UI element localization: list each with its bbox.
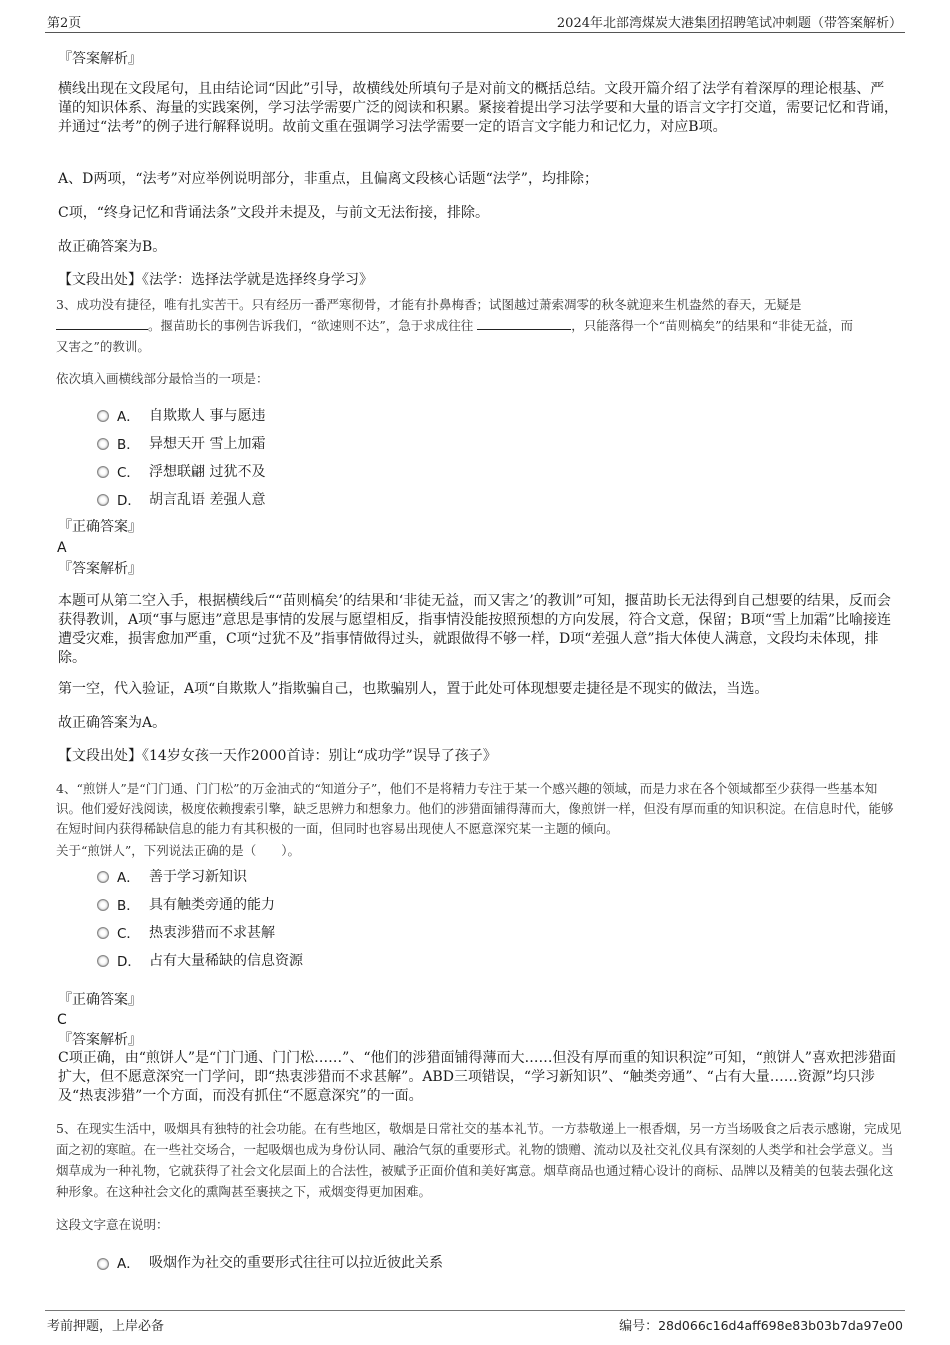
option-letter: B．	[117, 898, 140, 914]
option-letter: A．	[117, 409, 140, 425]
option-text: 占有大量稀缺的信息资源	[149, 953, 303, 969]
footer-note: 考前押题，上岸必备	[47, 1319, 165, 1334]
radio-icon[interactable]	[97, 410, 109, 422]
option-text: 善于学习新知识	[149, 869, 247, 885]
option-letter: C．	[117, 926, 140, 942]
radio-icon[interactable]	[97, 438, 109, 450]
option-letter: C．	[117, 465, 140, 481]
document-title: 2024年北部湾煤炭大港集团招聘笔试冲刺题（带答案解析）	[556, 16, 902, 31]
option-letter: D．	[117, 493, 141, 509]
radio-icon[interactable]	[97, 1258, 109, 1270]
radio-icon[interactable]	[97, 899, 109, 911]
q4-stem: 4、“煎饼人”是“门门通、门门松”的万金油式的“知道分子”，他们不是将精力专注于某一个感兴趣的领域，而是力求在各个领域都至少获得一些基本知识。他们爱好浅阅读，极度依赖搜索引擎，缺乏思辨力和想象力。他们的涉猎面铺得薄而大，像煎饼一样，但没有厚而重的知识积淀。在信息时代，能够在短时间内获得稀缺信息的能力有其积极的一面，但同时也容易出现使人不愿意深究某一主题的倾向。	[56, 781, 894, 836]
page-number: 第2页	[47, 16, 82, 31]
q3-analysis-paragraph-2: 第一空，代入验证，A项“自欺欺人”指欺骗自己，也欺骗别人，置于此处可体现想要走捷径是不现实的做法，当选。	[58, 681, 769, 697]
option-text: 热衷涉猎而不求甚解	[149, 925, 275, 941]
header-divider	[45, 32, 905, 33]
q4-prompt: 关于“煎饼人”，下列说法正确的是（ ）。	[56, 843, 301, 858]
q4-correct-label: 『正确答案』	[58, 992, 142, 1008]
q3-correct-answer: A	[57, 540, 67, 556]
q3-conclusion: 故正确答案为A。	[58, 715, 167, 731]
q3-prompt: 依次填入画横线部分最恰当的一项是：	[56, 371, 269, 386]
radio-icon[interactable]	[97, 871, 109, 883]
option-text: 胡言乱语 差强人意	[149, 492, 266, 508]
document-code-label: 编号：	[619, 1319, 659, 1334]
q3-analysis-label: 『答案解析』	[58, 561, 142, 577]
option-text: 异想天开 雪上加霜	[149, 436, 266, 452]
option-letter: B．	[117, 437, 140, 453]
q3-analysis-paragraph-1: 本题可从第二空入手，根据横线后““苗则槁矣’的结果和‘非徒无益，而又害之’的教训”可知，揠苗助长无法得到自己想要的结果，反而会获得教训，A项“事与愿违”意思是事情的发展与愿望相反，指事情没能按照预想的方向发展，符合文意，保留；B项“雪上加霜”比喻接连遭受灾难，损害愈加严重，C项“过犹不及”指事情做得过头，就跟做得不够一样，D项“差强人意”指大体使人满意，文段均未体现，排除。	[58, 593, 892, 666]
q2-source: 【文段出处】《法学：选择法学就是选择终身学习》	[58, 272, 373, 288]
q4-analysis-label: 『答案解析』	[58, 1032, 142, 1048]
q4-correct-answer: C	[57, 1012, 67, 1028]
option-text: 吸烟作为社交的重要形式往往可以拉近彼此关系	[149, 1255, 443, 1271]
q3-stem-part3: ，只能落得一个“苗则槁矣”的结果和“非徒无益，而	[571, 318, 853, 333]
option-letter: A．	[117, 870, 140, 886]
radio-icon[interactable]	[97, 494, 109, 506]
radio-icon[interactable]	[97, 955, 109, 967]
q3-source: 【文段出处】《14岁女孩一天作2000首诗：别让“成功学”误导了孩子》	[58, 748, 497, 764]
q2-conclusion: 故正确答案为B。	[58, 239, 167, 255]
option-letter: A．	[117, 1256, 140, 1272]
radio-icon[interactable]	[97, 927, 109, 939]
document-code-value: 28d066c16d4aff698e83b03b7da97e00	[658, 1318, 903, 1333]
q4-analysis-paragraph: C项正确，由“煎饼人”是“门门通、门门松……”、“他们的涉猎面铺得薄而大……但没有厚而重的知识积淀”可知，“煎饼人”喜欢把涉猎面扩大，但不愿意深究一门学问，即“热衷涉猎而不求甚解”。ABD三项错误，“学习新知识”、“触类旁通”、“占有大量……资源”均只涉及“热衷涉猎”一个方面，而没有抓住“不愿意深究”的一面。	[58, 1050, 896, 1104]
option-text: 自欺欺人 事与愿违	[149, 408, 266, 424]
q3-stem-part2: 。揠苗助长的事例告诉我们，“欲速则不达”，急于求成往往	[148, 318, 474, 333]
q2-analysis-paragraph: 横线出现在文段尾句，且由结论词“因此”引导，故横线处所填句子是对前文的概括总结。文段开篇介绍了法学有着深厚的理论根基、严谨的知识体系、海量的实践案例，学习法学需要广泛的阅读和积累。紧接着提出学习法学要和大量的语言文字打交道，需要记忆和背诵，并通过“法考”的例子进行解释说明。故前文重在强调学习法学需要一定的语言文字能力和记忆力，对应B项。	[58, 81, 898, 135]
option-text: 具有触类旁通的能力	[149, 897, 275, 913]
q3-stem	[56, 294, 902, 357]
q3-stem-part1: 3、成功没有捷径，唯有扎实苦干。只有经历一番严寒彻骨，才能有扑鼻梅香；试图越过萧索凋零的秋冬就迎来生机盎然的春天，无疑是	[56, 297, 802, 312]
q3-correct-label: 『正确答案』	[58, 519, 142, 535]
option-text: 浮想联翩 过犹不及	[149, 464, 266, 480]
q2-analysis-label: 『答案解析』	[58, 51, 142, 67]
q5-prompt: 这段文字意在说明：	[56, 1217, 169, 1232]
radio-icon[interactable]	[97, 466, 109, 478]
q2-ad-elimination: A、D两项，“法考”对应举例说明部分，非重点，且偏离文段核心话题“法学”，均排除；	[58, 171, 598, 187]
q2-c-elimination: C项，“终身记忆和背诵法条”文段并未提及，与前文无法衔接，排除。	[58, 205, 490, 221]
q5-stem: 5、在现实生活中，吸烟具有独特的社会功能。在有些地区，敬烟是日常社交的基本礼节。一方恭敬递上一根香烟，另一方当场吸食之后表示感谢，完成见面之初的寒暄。在一些社交场合，一起吸烟也成为身份认同、融洽气氛的重要形式。礼物的馈赠、流动以及社交礼仪具有深刻的人类学和社会学意义。当烟草成为一种礼物，它就获得了社会文化层面上的合法性，被赋予正面价值和美好寓意。烟草商品也通过精心设计的商标、品牌以及精美的包装去强化这种形象。在这种社会文化的熏陶甚至裹挟之下，戒烟变得更加困难。	[56, 1121, 902, 1199]
q3-blank-1	[56, 316, 148, 330]
option-letter: D．	[117, 954, 141, 970]
q3-blank-2	[477, 316, 571, 330]
footer-divider	[45, 1310, 905, 1311]
document-code	[619, 1315, 903, 1334]
q3-stem-part4: 又害之”的教训。	[56, 339, 150, 354]
